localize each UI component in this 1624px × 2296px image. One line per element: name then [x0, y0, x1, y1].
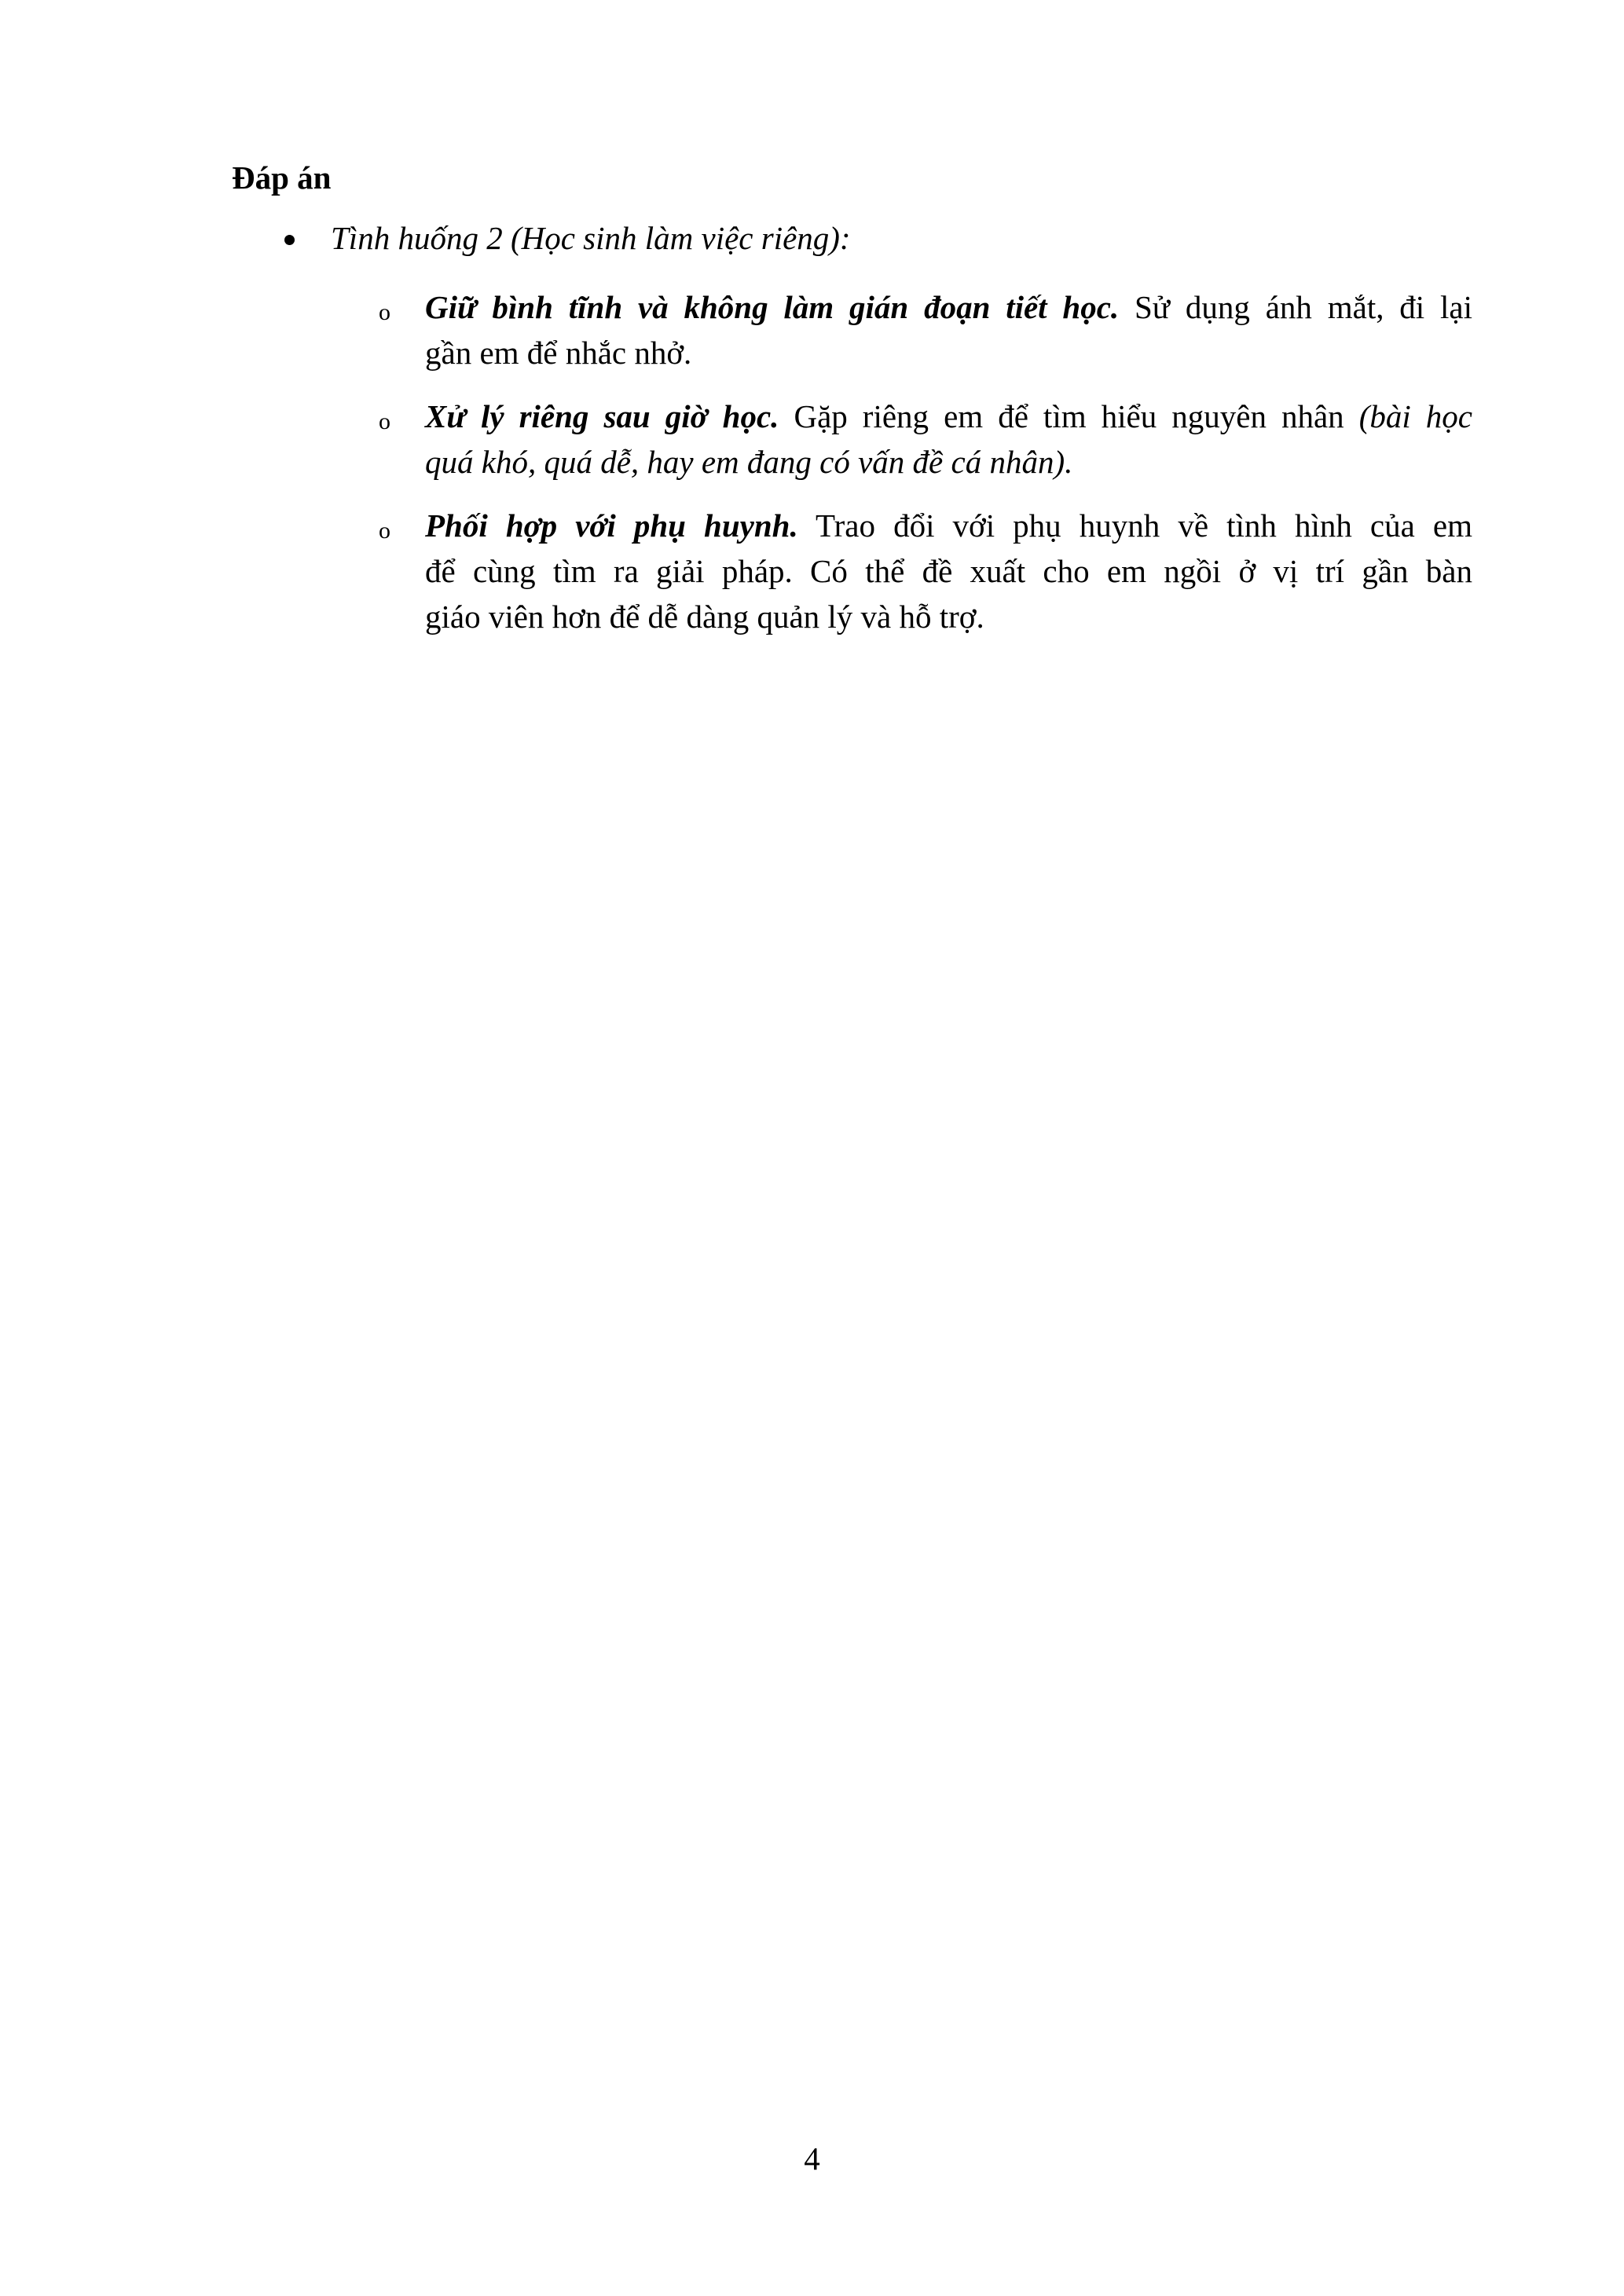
- bullet-dot-icon: [284, 235, 295, 245]
- sub-item-body: [425, 503, 1472, 639]
- sub-item-text: gần em để nhắc nhở.: [425, 335, 692, 371]
- sub-item-aside: quá khó, quá dễ, hay em đang có vấn đề cá nhân).: [425, 444, 1073, 480]
- sub-item-lead: Phối hợp với phụ huynh.: [425, 507, 798, 544]
- bullet-item-label: Tình huống 2 (Học sinh làm việc riêng):: [331, 220, 851, 256]
- sub-item-line: [425, 330, 1472, 375]
- sub-item-line: [425, 594, 1472, 639]
- hollow-circle-bullet-icon: o: [379, 299, 390, 325]
- hollow-circle-bullet-icon: o: [379, 518, 390, 544]
- sub-item-aside: (bài học: [1358, 398, 1472, 434]
- sub-item-text: để cùng tìm ra giải pháp. Có thể đề xuất cho em ngồi ở vị trí gần bàn: [425, 553, 1472, 589]
- sub-item-text: Gặp riêng em để tìm hiểu nguyên nhân: [779, 398, 1359, 434]
- sub-item-text: Trao đổi với phụ huynh về tình hình của em: [797, 507, 1472, 544]
- sub-item-line: [425, 394, 1472, 439]
- sub-item-body: [425, 284, 1472, 375]
- sub-item-line: [425, 503, 1472, 548]
- hollow-circle-bullet-icon: o: [379, 408, 390, 434]
- sub-item-lead: Xử lý riêng sau giờ học.: [425, 398, 779, 434]
- sub-item-line: [425, 284, 1472, 330]
- page-number: 4: [804, 2140, 820, 2177]
- sub-item-text: Sử dụng ánh mắt, đi lại: [1119, 289, 1473, 325]
- sub-item-body: [425, 394, 1472, 485]
- sub-item-text: giáo viên hơn để dễ dàng quản lý và hỗ trợ.: [425, 599, 984, 635]
- sub-item-line: [425, 439, 1472, 485]
- sub-item-lead: Giữ bình tĩnh và không làm gián đoạn tiết học.: [425, 289, 1120, 325]
- sub-item-line: [425, 548, 1472, 594]
- section-heading: Đáp án: [232, 159, 332, 196]
